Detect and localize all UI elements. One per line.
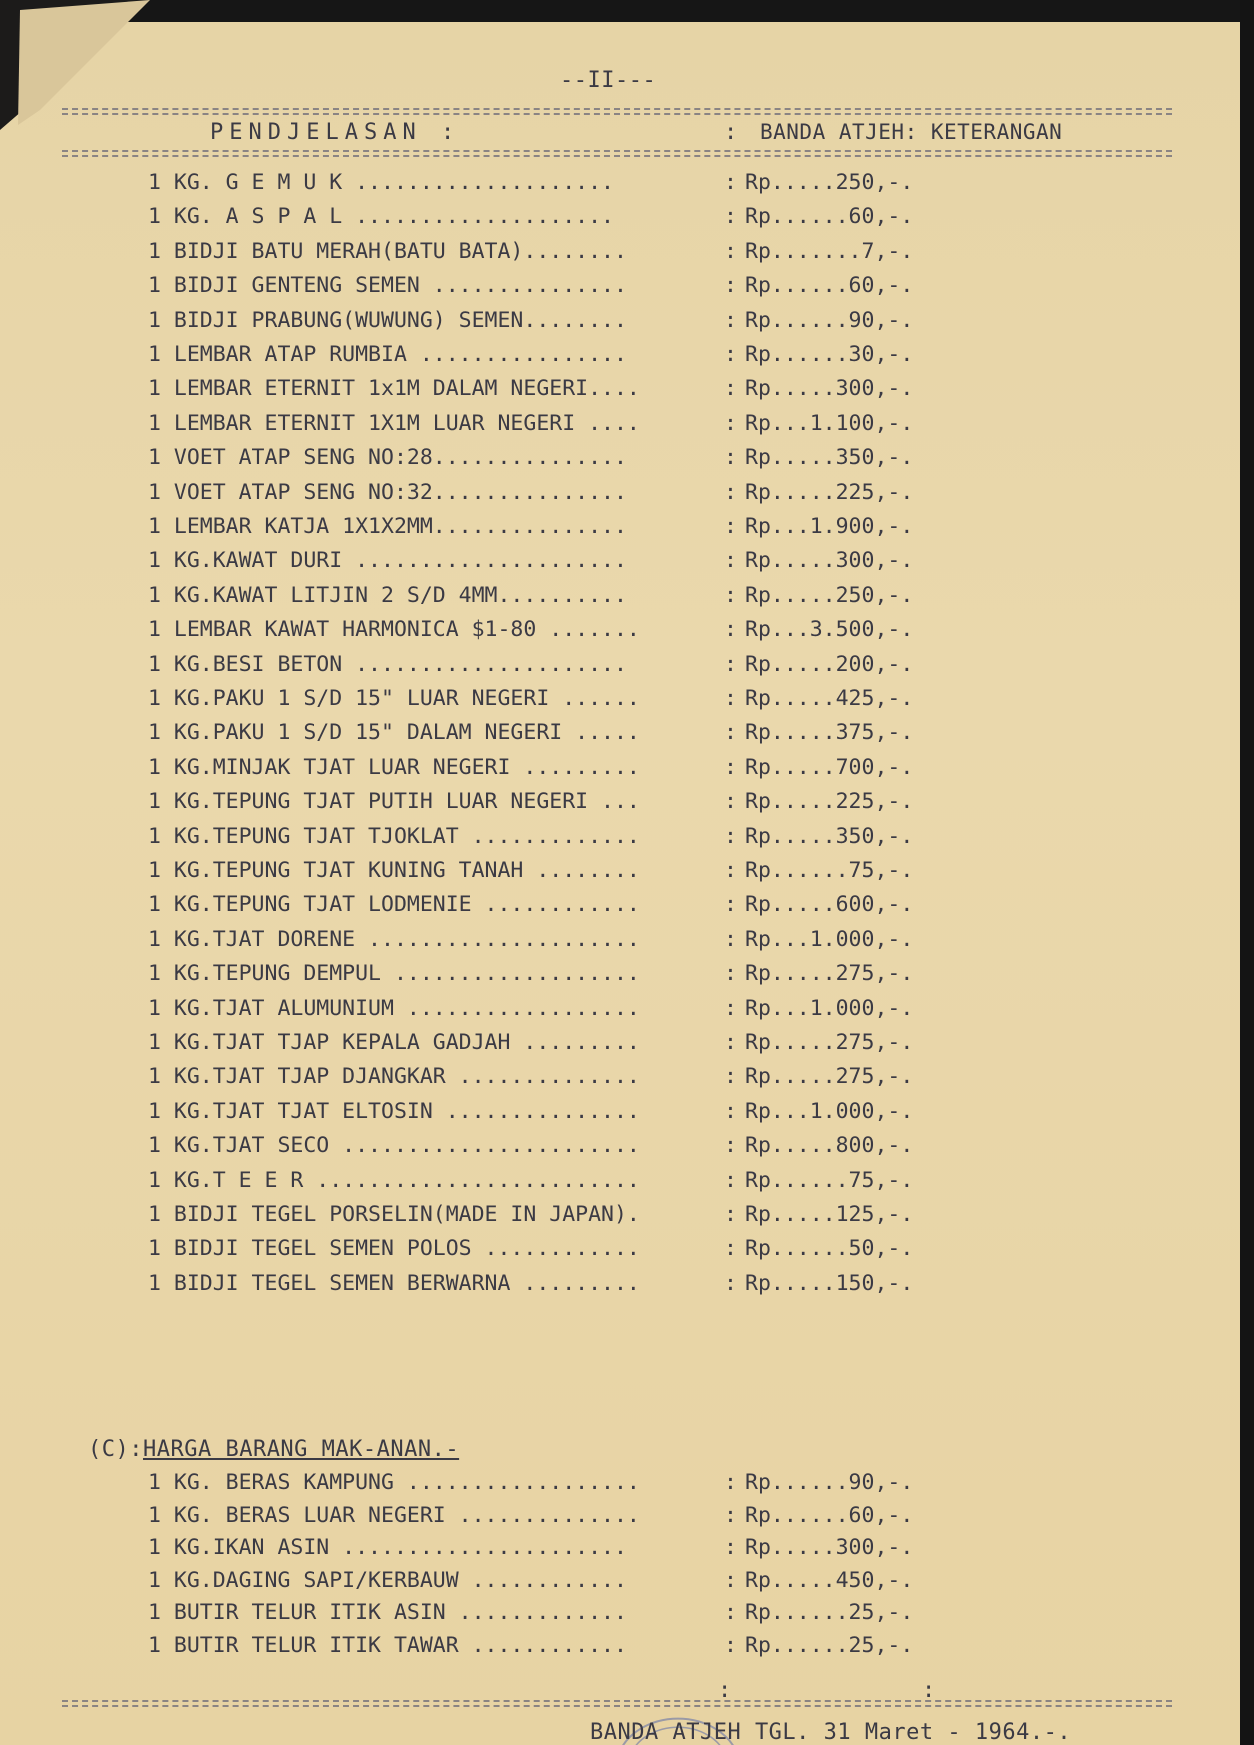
item-description: 1 BIDJI TEGEL SEMEN BERWARNA ......... (148, 1270, 640, 1296)
item-price: Rp.....300,-. (745, 1535, 914, 1561)
item-separator: : (724, 376, 737, 402)
list-item (0, 204, 1254, 238)
footer-colon-a: : (718, 1678, 732, 1703)
list-item (0, 686, 1254, 720)
item-description: 1 BUTIR TELUR ITIK TAWAR ............ (148, 1633, 627, 1658)
item-separator: : (724, 1064, 737, 1090)
section-c-prefix: (C): (88, 1437, 143, 1462)
item-description: 1 KG. BERAS KAMPUNG .................. (148, 1470, 640, 1495)
item-price: Rp.....450,-. (745, 1567, 914, 1593)
item-price: Rp...1.000,-. (745, 926, 914, 952)
list-item (0, 548, 1254, 582)
list-item (0, 755, 1254, 789)
item-separator: : (724, 1633, 737, 1658)
item-price: Rp......60,-. (745, 1502, 914, 1528)
list-item (0, 1030, 1254, 1064)
list-item (0, 1600, 1254, 1634)
item-separator: : (724, 961, 737, 987)
item-price: Rp.....275,-. (745, 1030, 914, 1055)
list-item (0, 1168, 1254, 1202)
item-price: Rp......25,-. (745, 1600, 914, 1626)
item-separator: : (724, 823, 737, 849)
header-description: PENDJELASAN : (210, 120, 461, 145)
list-item (0, 480, 1254, 514)
item-description: 1 KG.PAKU 1 S/D 15" LUAR NEGERI ...... (148, 686, 640, 711)
list-item (0, 652, 1254, 686)
item-description: 1 BIDJI TEGEL SEMEN POLOS ............ (148, 1236, 640, 1262)
item-separator: : (724, 1202, 737, 1227)
item-separator: : (724, 617, 737, 643)
list-item (0, 1064, 1254, 1098)
list-item (0, 583, 1254, 617)
item-separator: : (724, 342, 737, 367)
header-bottom-rule (62, 150, 1172, 152)
item-separator: : (724, 548, 737, 574)
list-item (0, 1535, 1254, 1569)
item-description: 1 LEMBAR ETERNIT 1x1M DALAM NEGERI.... (148, 376, 640, 402)
item-price: Rp.....700,-. (745, 754, 914, 780)
header-top-rule (62, 108, 1172, 110)
item-separator: : (724, 720, 737, 746)
item-description: 1 KG.TJAT ALUMUNIUM .................. (148, 995, 640, 1021)
item-price: Rp......75,-. (745, 858, 914, 883)
item-price: Rp.....150,-. (745, 1270, 914, 1296)
list-item (0, 342, 1254, 376)
item-price: Rp.......7,-. (745, 238, 914, 264)
item-separator: : (724, 1270, 737, 1296)
item-description: 1 BIDJI GENTENG SEMEN ............... (148, 273, 627, 299)
list-item (0, 720, 1254, 754)
item-separator: : (724, 686, 737, 711)
header-location-remarks: BANDA ATJEH: KETERANGAN (760, 120, 1063, 144)
item-description: 1 KG.TJAT SECO ....................... (148, 1133, 640, 1159)
item-separator: : (724, 789, 737, 815)
item-price: Rp.....600,-. (745, 892, 914, 918)
item-price: Rp...3.500,-. (745, 617, 914, 643)
item-description: 1 LEMBAR KAWAT HARMONICA $1-80 ....... (148, 617, 640, 643)
item-price: Rp.....225,-. (745, 479, 914, 505)
list-item (0, 273, 1254, 307)
scan-border-top (120, 0, 1254, 22)
item-separator: : (724, 1236, 737, 1262)
item-price: Rp.....225,-. (745, 789, 914, 815)
item-separator: : (724, 858, 737, 883)
item-price: Rp......75,-. (745, 1167, 914, 1193)
item-description: 1 KG.MINJAK TJAT LUAR NEGERI ......... (148, 754, 640, 780)
item-separator: : (724, 1098, 737, 1124)
item-price: Rp......50,-. (745, 1236, 914, 1262)
item-price: Rp...1.900,-. (745, 514, 914, 539)
folded-corner (0, 0, 170, 140)
list-item (0, 892, 1254, 926)
list-item (0, 1133, 1254, 1167)
list-item (0, 789, 1254, 823)
item-separator: : (724, 754, 737, 780)
item-description: 1 LEMBAR KATJA 1X1X2MM............... (148, 514, 627, 539)
item-description: 1 KG. BERAS LUAR NEGERI .............. (148, 1502, 640, 1528)
list-item (0, 1099, 1254, 1133)
list-item (0, 996, 1254, 1030)
item-price: Rp......60,-. (745, 204, 914, 230)
item-separator: : (724, 1600, 737, 1626)
item-description: 1 VOET ATAP SENG NO:28............... (148, 445, 627, 471)
list-item (0, 617, 1254, 651)
item-description: 1 KG.KAWAT DURI ..................... (148, 548, 627, 574)
item-description: 1 KG.TEPUNG TJAT KUNING TANAH ........ (148, 858, 640, 883)
date-line: BANDA ATJEH TGL. 31 Maret - 1964.-. (590, 1720, 1072, 1745)
item-separator: : (724, 995, 737, 1021)
item-description: 1 KG.T E E R ......................... (148, 1167, 640, 1193)
item-separator: : (724, 892, 737, 918)
item-description: 1 KG.TEPUNG TJAT PUTIH LUAR NEGERI ... (148, 789, 640, 815)
item-description: 1 KG. A S P A L .................... (148, 204, 614, 230)
item-description: 1 LEMBAR ETERNIT 1X1M LUAR NEGERI .... (148, 410, 640, 436)
list-item (0, 1202, 1254, 1236)
item-price: Rp.....350,-. (745, 823, 914, 849)
list-item (0, 1633, 1254, 1667)
item-separator: : (724, 514, 737, 539)
list-item (0, 1271, 1254, 1305)
item-description: 1 KG. G E M U K .................... (148, 170, 614, 195)
item-price: Rp...1.000,-. (745, 995, 914, 1021)
page-number: --II--- (560, 68, 657, 93)
item-price: Rp......90,-. (745, 1470, 914, 1495)
list-item (0, 514, 1254, 548)
item-description: 1 KG.TJAT DORENE ..................... (148, 926, 640, 952)
item-price: Rp.....300,-. (745, 376, 914, 402)
item-separator: : (724, 307, 737, 333)
item-separator: : (724, 1470, 737, 1495)
item-separator: : (724, 582, 737, 608)
list-item (0, 858, 1254, 892)
item-price: Rp.....275,-. (745, 1064, 914, 1090)
list-item (0, 411, 1254, 445)
item-separator: : (724, 410, 737, 436)
item-description: 1 BIDJI BATU MERAH(BATU BATA)........ (148, 238, 627, 264)
item-price: Rp.....200,-. (745, 651, 914, 677)
item-description: 1 KG.KAWAT LITJIN 2 S/D 4MM.......... (148, 582, 627, 608)
item-separator: : (724, 651, 737, 677)
item-description: 1 KG.DAGING SAPI/KERBAUW ............ (148, 1567, 627, 1593)
item-separator: : (724, 1167, 737, 1193)
item-description: 1 KG.IKAN ASIN ...................... (148, 1535, 627, 1561)
list-item (0, 1503, 1254, 1537)
item-separator: : (724, 170, 737, 195)
item-price: Rp.....800,-. (745, 1133, 914, 1159)
list-item (0, 1568, 1254, 1602)
list-item (0, 445, 1254, 479)
item-separator: : (724, 926, 737, 952)
item-description: 1 LEMBAR ATAP RUMBIA ................ (148, 342, 627, 367)
item-description: 1 VOET ATAP SENG NO:32............... (148, 479, 627, 505)
item-price: Rp.....375,-. (745, 720, 914, 746)
item-separator: : (724, 1502, 737, 1528)
item-separator: : (724, 238, 737, 264)
item-price: Rp......25,-. (745, 1633, 914, 1658)
item-price: Rp...1.000,-. (745, 1098, 914, 1124)
item-description: 1 KG.TJAT TJAT ELTOSIN ............... (148, 1098, 640, 1124)
item-price: Rp.....350,-. (745, 445, 914, 471)
list-item (0, 824, 1254, 858)
item-description: 1 KG.BESI BETON ..................... (148, 651, 627, 677)
list-item (0, 1470, 1254, 1504)
list-item (0, 170, 1254, 204)
list-item (0, 239, 1254, 273)
item-description: 1 BIDJI TEGEL PORSELIN(MADE IN JAPAN). (148, 1202, 640, 1227)
list-item (0, 961, 1254, 995)
item-separator: : (724, 445, 737, 471)
item-price: Rp.....250,-. (745, 170, 914, 195)
item-description: 1 KG.TEPUNG TJAT TJOKLAT ............. (148, 823, 640, 849)
item-price: Rp.....125,-. (745, 1202, 914, 1227)
item-separator: : (724, 1030, 737, 1055)
item-description: 1 KG.TJAT TJAP KEPALA GADJAH ......... (148, 1030, 640, 1055)
list-item (0, 376, 1254, 410)
item-separator: : (724, 479, 737, 505)
item-separator: : (724, 1133, 737, 1159)
item-price: Rp......60,-. (745, 273, 914, 299)
item-price: Rp.....300,-. (745, 548, 914, 574)
item-description: 1 BUTIR TELUR ITIK ASIN ............. (148, 1600, 627, 1626)
item-separator: : (724, 1535, 737, 1561)
item-price: Rp.....250,-. (745, 582, 914, 608)
item-price: Rp...1.100,-. (745, 410, 914, 436)
item-price: Rp......90,-. (745, 307, 914, 333)
item-separator: : (724, 204, 737, 230)
list-item (0, 308, 1254, 342)
item-separator: : (724, 1567, 737, 1593)
header-colon: : (724, 120, 738, 145)
section-c-title: HARGA BARANG MAK-ANAN.- (142, 1437, 460, 1462)
footer-colon-b: : (922, 1678, 936, 1703)
item-description: 1 KG.PAKU 1 S/D 15" DALAM NEGERI ..... (148, 720, 640, 746)
item-description: 1 BIDJI PRABUNG(WUWUNG) SEMEN........ (148, 307, 627, 333)
item-description: 1 KG.TEPUNG TJAT LODMENIE ............ (148, 892, 640, 918)
item-description: 1 KG.TJAT TJAP DJANGKAR .............. (148, 1064, 640, 1090)
section-c-heading (88, 1437, 459, 1462)
item-description: 1 KG.TEPUNG DEMPUL ................... (148, 961, 640, 987)
list-item (0, 1236, 1254, 1270)
list-item (0, 927, 1254, 961)
item-price: Rp.....425,-. (745, 686, 914, 711)
item-price: Rp......30,-. (745, 342, 914, 367)
item-price: Rp.....275,-. (745, 961, 914, 987)
item-separator: : (724, 273, 737, 299)
